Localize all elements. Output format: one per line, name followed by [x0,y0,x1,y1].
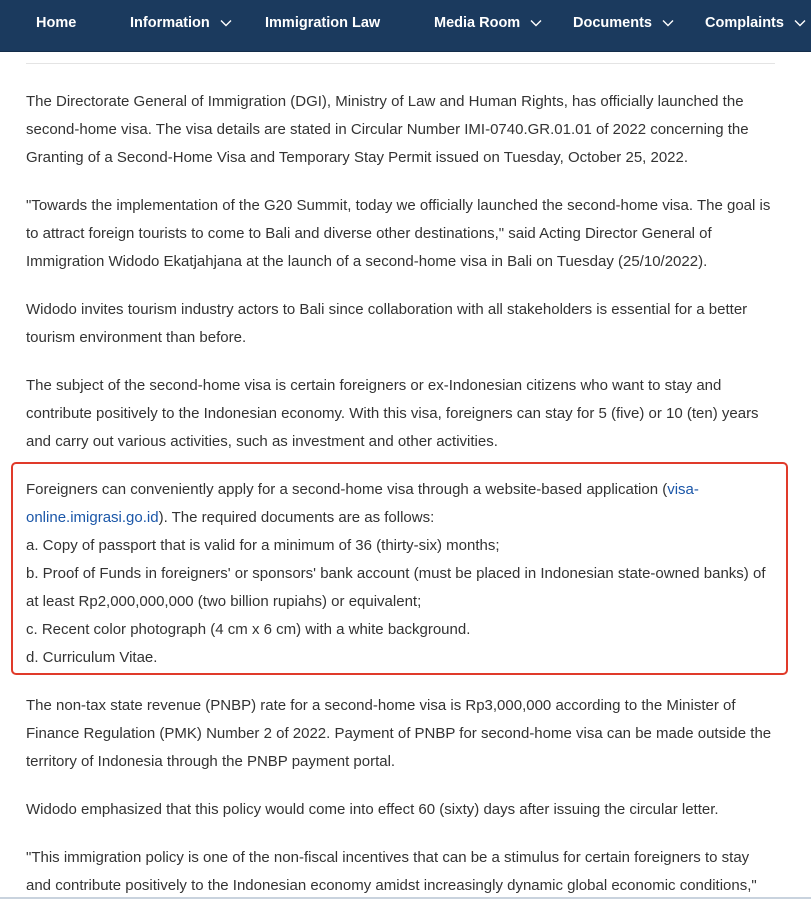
application-text-before: Foreigners can conveniently apply for a second-home visa through a website-based application ( [26,481,668,498]
nav-documents-label: Documents [573,15,652,31]
nav-information-label: Information [130,15,210,31]
chevron-down-icon [220,19,232,27]
nav-immigration-law[interactable] [265,0,380,46]
paragraph-invitation: Widodo invites tourism industry actors to Bali since collaboration with all stakeholders is essential for a better tourism environment than before. [26,301,748,346]
content-divider [26,63,775,64]
requirement-cv: d. Curriculum Vitae. [26,649,158,666]
paragraph-subject: The subject of the second-home visa is certain foreigners or ex-Indonesian citizens who want to stay and contribute positively to the Indonesian economy. With this visa, foreigners can stay for 5 (five) or 10 (ten) years and carry out various activities, such as investment and other activities. [26,377,759,450]
nav-media-room-label: Media Room [434,15,521,31]
paragraph-quote-g20: "Towards the implementation of the G20 Summit, today we officially launched the second-home visa. The goal is to attract foreign tourists to come to Bali and diverse other destinations," said Acting Director General of Immigration Widodo Ekatjahjana at the launch of a second-home visa in Bali on Tuesday (25/10/2022). [26,197,771,270]
chevron-down-icon [530,19,542,27]
nav-documents[interactable] [573,0,674,46]
visa-online-link[interactable]: visa-online.imigrasi.go.id [26,481,699,526]
paragraph-launch: The Directorate General of Immigration (DGI), Ministry of Law and Human Rights, has officially launched the second-home visa. The visa details are stated in Circular Number IMI-0740.GR.01.01 of 2022 concerning the Granting of a Second-Home Visa and Temporary Stay Permit issued on Tuesday, October 25, 2022. [26,93,749,166]
paragraph-quote-policy: "This immigration policy is one of the non-fiscal incentives that can be a stimulus for certain foreigners to stay and contribute positively to the Indonesian economy amidst increasingly dynamic global economic conditions," [26,849,757,894]
requirement-photograph: c. Recent color photograph (4 cm x 6 cm) with a white background. [26,621,471,638]
nav-information[interactable] [130,0,232,46]
nav-media-room[interactable] [434,0,542,46]
nav-home[interactable] [36,0,76,46]
nav-home-label: Home [36,15,77,31]
chevron-down-icon [794,19,806,27]
chevron-down-icon [662,19,674,27]
article-body [26,88,778,920]
paragraph-application [26,476,778,672]
paragraph-effective-date: Widodo emphasized that this policy would come into effect 60 (sixty) days after issuing the circular letter. [26,801,719,818]
top-navbar [0,0,811,52]
requirement-passport: a. Copy of passport that is valid for a minimum of 36 (thirty-six) months; [26,537,500,554]
nav-complaints[interactable] [705,0,806,46]
nav-complaints-label: Complaints [705,15,784,31]
requirement-proof-of-funds: b. Proof of Funds in foreigners' or sponsors' bank account (must be placed in Indonesian state-owned banks) of at least Rp2,000,000,000 (two billion rupiahs) or equivalent; [26,565,766,610]
paragraph-pnbp: The non-tax state revenue (PNBP) rate for a second-home visa is Rp3,000,000 according to the Minister of Finance Regulation (PMK) Number 2 of 2022. Payment of PNBP for second-home visa can be made outside the territory of Indonesia through the PNBP payment portal. [26,697,772,770]
application-text-after: ). The required documents are as follows: [158,509,435,526]
nav-immigration-law-label: Immigration Law [265,15,381,31]
